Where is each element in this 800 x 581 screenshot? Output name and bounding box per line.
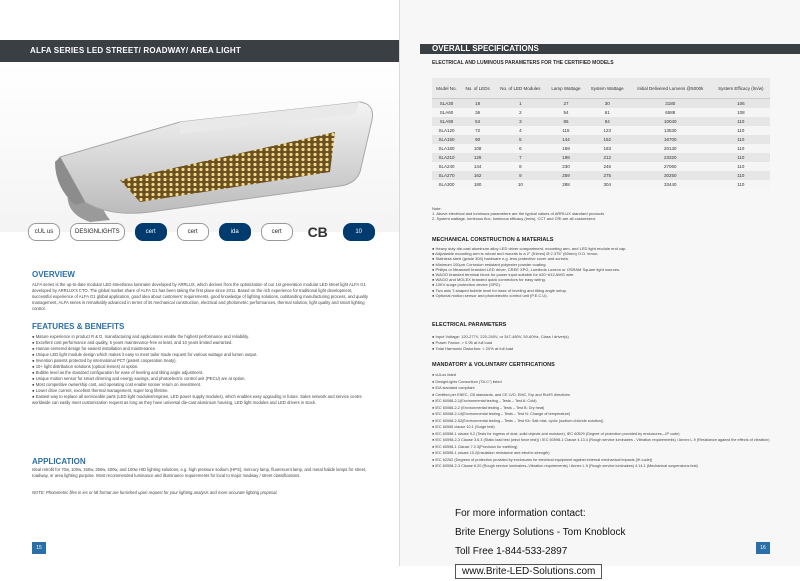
table-cell: 198 xyxy=(546,153,585,162)
list-item: ● Excellent cost performance and quality, 5 years maintenance-free at least, and 10 years limited warranted. xyxy=(32,340,233,345)
table-cell: 108 xyxy=(461,144,494,153)
table-cell: 30250 xyxy=(629,171,712,180)
table-cell: 152 xyxy=(586,135,629,144)
table-cell: 72 xyxy=(461,126,494,135)
table-cell: 275 xyxy=(586,171,629,180)
table-cell: 30 xyxy=(586,99,629,109)
table-cell: 230 xyxy=(546,162,585,171)
list-item: ● Adjustable mounting arm is robust and mounts to a 2" (51mm) Ø 2.375" (60mm) O.D. tenon. xyxy=(432,251,599,257)
table-row xyxy=(432,180,770,189)
table-cell: 27060 xyxy=(629,162,712,171)
table-cell: 33440 xyxy=(629,180,712,189)
table-cell: 169 xyxy=(546,144,585,153)
product-photo xyxy=(0,62,400,232)
table-cell: SLA120 xyxy=(432,126,461,135)
table-cell: 54 xyxy=(546,108,585,117)
list-item: ● Mature experience in product R & D, manufacturing and applications enable the highest performance and reliability. xyxy=(32,334,250,339)
product-series-title: ALFA SERIES LED STREET/ ROADWAY/ AREA LIGHT xyxy=(30,46,241,55)
table-cell: 94 xyxy=(586,117,629,126)
table-cell: 2 xyxy=(494,108,546,117)
table-cell: 86 xyxy=(546,117,585,126)
cert-logo-blue: cert xyxy=(135,223,167,241)
list-item: ● Most competitive ownership cost, and operating cost enable sooner return on investment. xyxy=(32,382,202,387)
list-item: ● Unique motion sensor for smart dimming and energy savings, and photoelectric control unit (PECU) are at option. xyxy=(32,376,246,381)
column-header: No. of LED Modules xyxy=(494,78,546,99)
table-row xyxy=(432,162,770,171)
application-note: NOTE: Photometric files in ies or ldt format are furnished upon request for your lighting analysis and more accurate lighting proposal. xyxy=(32,490,278,495)
list-item: ● IEC 60065 clause 10.1 (Surge test) xyxy=(432,425,495,429)
list-item: ● IEC 60068-2-52(Environmental testing – Tests – Test Kb: Salt mist, cyclic (sodium chloride solution)) xyxy=(432,418,604,423)
table-cell: 36 xyxy=(461,108,494,117)
table-cell: SLA30 xyxy=(432,99,461,109)
table-row xyxy=(432,171,770,180)
electrical-title: ELECTRICAL PARAMETERS xyxy=(432,322,507,328)
table-cell: 110 xyxy=(712,180,770,189)
list-item: ● Minimum 100μm Corrosion resistant polyester powder coating. xyxy=(432,261,547,267)
table-cell: 259 xyxy=(546,171,585,180)
table-cell: 183 xyxy=(586,144,629,153)
electrical-list xyxy=(432,334,772,352)
table-cell: 13530 xyxy=(629,126,712,135)
designlights-logo: DESIGNLIGHTS xyxy=(70,223,125,241)
table-row xyxy=(432,117,770,126)
table-cell: SLA270 xyxy=(432,171,461,180)
table-cell: SLA150 xyxy=(432,135,461,144)
table-cell: 54 xyxy=(461,117,494,126)
note-line: 1. Above electrical and luminous parameters are the typical values of ARRLUX standard products xyxy=(432,211,605,216)
list-item: ● Lower drive current, excellent thermal management, super long lifetime. xyxy=(32,388,169,393)
list-item: ● IEC 60598-1 clause 9.2 (Tests for ingress of dust, solid objects and moisture), IEC 60529 (Degree of protection provided by enclosures—IP code) xyxy=(432,431,680,436)
table-cell: 110 xyxy=(712,126,770,135)
table-cell: 304 xyxy=(586,180,629,189)
list-item: ● cULus listed xyxy=(432,373,457,377)
table-cell: 110 xyxy=(712,144,770,153)
list-item: ● IEC 60598-1 clause 10.2(Insulation resistance and electric strength) xyxy=(432,451,550,455)
table-body xyxy=(432,99,770,190)
column-header: Model No. xyxy=(432,78,461,99)
table-cell: 6 xyxy=(494,144,546,153)
table-cell: 212 xyxy=(586,153,629,162)
table-cell: 115 xyxy=(546,126,585,135)
table-cell: 246 xyxy=(586,162,629,171)
note-line: Note: xyxy=(432,206,442,211)
list-item: ● Human-centered design for easiest installation and maintenance. xyxy=(32,346,157,351)
table-cell: SLA300 xyxy=(432,180,461,189)
ida-logo: ida xyxy=(219,223,251,241)
parameters-table xyxy=(432,78,770,189)
column-header: System Wattage xyxy=(586,78,629,99)
list-item: ● IEC 60598-1 Clause 7.2.3(Provision for earthing) xyxy=(432,444,518,449)
list-item: ● WAGO and MOLEX branded quick connectors for easy wiring. xyxy=(432,277,546,283)
features-list xyxy=(32,334,372,406)
list-item: ● IEC 60068-2-14(Environmental testing – Tests – Test N: Change of temperature) xyxy=(432,412,571,416)
list-item: ● IEC 60068-2-1(Environmental testing – Tests – Test A: Cold) xyxy=(432,399,537,403)
list-item: ● IEC 60598-2-3 Clause 3.6.3 (Static load test (wind force test)) / IEC 60598-1 Clause 4.13.4 (Rough service luminaires - Vibration requirements) / Annex L.9 (Resistance against the effects of vibration) xyxy=(432,438,770,442)
table-cell: 23320 xyxy=(629,153,712,162)
table-row xyxy=(432,99,770,109)
table-cell: 123 xyxy=(586,126,629,135)
table-row xyxy=(432,126,770,135)
list-item: ● Input Voltage: 120-277V, 220-240V, or 347-480V, 50-60Hz, Class I driver(s) xyxy=(432,334,569,339)
table-notes xyxy=(432,206,604,221)
table-row xyxy=(432,153,770,162)
list-item: ● WAGO branded terminal block for power input suitable for #20~#12 AWG wire. xyxy=(432,272,575,278)
table-cell: 6588 xyxy=(629,108,712,117)
table-title: ELECTRICAL AND LUMINOUS PARAMETERS FOR THE CERTIFIED MODELS xyxy=(432,60,614,66)
column-header: Initial Delivered Lumens @5000k xyxy=(629,78,712,99)
list-item: ● Philips or Meanwell branded LED driver, CREE XPG, Lumileds Luxeon or OSRAM Square light sources. xyxy=(432,266,621,272)
table-cell: 110 xyxy=(712,171,770,180)
table-row xyxy=(432,144,770,153)
website-link[interactable]: www.Brite-LED-Solutions.com xyxy=(455,564,602,579)
column-header: System Efficacy (lm/w) xyxy=(712,78,770,99)
table-cell: SLA240 xyxy=(432,162,461,171)
left-page xyxy=(0,0,400,566)
contact-heading: For more information contact: xyxy=(455,508,586,519)
table-cell: 126 xyxy=(461,153,494,162)
table-cell: 110 xyxy=(712,135,770,144)
table-cell: SLA210 xyxy=(432,153,461,162)
list-item: ● Bubble level as the standard configuration for ease of leveling and tilting angle adjustment. xyxy=(32,370,204,375)
table-cell: 110 xyxy=(712,153,770,162)
list-item: ● IEC 60598-2-3 Clause 6.20 (Rough service luminaires–Vibration requirements) / Annex L.9 (Rough service luminaires) 4.14.1 (Mechanical suspensions test) xyxy=(432,464,698,468)
table-cell: 90 xyxy=(461,135,494,144)
list-item: ● Easiest way to replace all serviceable parts (LED light modules/engines, LED power supply modules), which enables easy upgrading in future. Sales network and service centre worldwide can easily meet customization request as long as they have universal die-cast aluminium housing, LED light modules and LED drivers in stock. xyxy=(32,394,362,405)
table-cell: 144 xyxy=(546,135,585,144)
table-cell: 8 xyxy=(494,162,546,171)
table-cell: 5 xyxy=(494,135,546,144)
certification-logos xyxy=(28,222,388,242)
table-cell: SLA90 xyxy=(432,117,461,126)
list-item: ● Power Factor: > 0.95 at full load xyxy=(432,340,493,345)
left-page-header xyxy=(0,40,400,62)
table-cell: 27 xyxy=(546,99,585,109)
list-item: ● Two axis T-shaped bubble level for ease of leveling and tilting angle setup. xyxy=(432,287,568,293)
application-text: Ideal retrofit for 70w, 100w, 150w, 250w, 400w, and 100w HID lighting solutions, e.g. high pressure sodium (HPS), mercury lamp, fluorescent lamp, and metal halide lamps for street, roadway, or area lighting purpose. Most recommended luminance and illuminance requirements for local to major roadway / street classifications. xyxy=(32,467,367,478)
list-item: ● Total Harmonic Distortion: < 20% at full load xyxy=(432,346,514,351)
mechanical-title: MECHANICAL CONSTRUCTION & MATERIALS xyxy=(432,237,554,243)
page-number-left: 15 xyxy=(32,542,46,554)
table-cell: 106 xyxy=(712,99,770,109)
table-cell: 110 xyxy=(712,117,770,126)
table-row xyxy=(432,108,770,117)
list-item: ● Optional motion sensor and photoelectric control unit (P.E.C.U). xyxy=(432,292,548,298)
table-cell: 108 xyxy=(712,108,770,117)
list-item: ● Stainless steel (grade 304) hardware e.g. lens protective cover and screws. xyxy=(432,256,569,262)
list-item: ● 10+ light distribution solutions (optical lenses) at option. xyxy=(32,364,139,369)
overview-title: OVERVIEW xyxy=(32,270,75,279)
table-cell: 1 xyxy=(494,99,546,109)
column-header: No. of LEDs xyxy=(461,78,494,99)
page-number-right: 16 xyxy=(756,542,770,554)
cert-logo-round: cert xyxy=(177,223,209,241)
list-item: ● Heavy duty die-cast aluminum alloy LED driver compartment, mounting arm, and LED light module end cap. xyxy=(432,246,627,251)
column-header: Lamp Wattage xyxy=(546,78,585,99)
note-line: 2. System wattage, luminous flux, luminous efficacy (lm/w), CCT and CRI are all customized. xyxy=(432,216,596,221)
overview-text: ALFA series is the up-to-date modular LED street/area luminaire developed by ARRLUX, which derives from the optimization of our 1st generation modular LED street light ALFA G1 developed by ARRLUX's CTO. The global market share of ALFA G1 has been taking the first place since 2011. Based on the rich experience for traditional light development, successful experience of ALFA G1 global application, good idea about customers' requirements, good knowledge of lighting solutions, outstanding manufacturing process, and quality management, ALFA series is remarkably advanced in terms of its mechanical construction, electrical and photometric performances, thermal solution, light quality and smart lighting control. xyxy=(32,282,369,311)
table-cell: 180 xyxy=(461,180,494,189)
contact-phone: Toll Free 1-844-533-2897 xyxy=(455,546,568,557)
list-item: ● IEC 60068-2-2 (Environmental testing – Tests – Test B: Dry heat) xyxy=(432,405,545,410)
table-cell: 61 xyxy=(586,108,629,117)
table-row xyxy=(432,135,770,144)
table-cell: 144 xyxy=(461,162,494,171)
list-item: ● DesignLights Consortium ("DLC") listed xyxy=(432,379,502,384)
warranty-10-logo: 10 xyxy=(343,223,375,241)
certifications-list xyxy=(432,372,777,470)
table-cell: 110 xyxy=(712,162,770,171)
cul-logo: cUL us xyxy=(28,223,60,241)
list-item: ● IEC 62262 (Degrees of protection provided by enclosures for electrical equipment against external mechanical impacts (IK code)) xyxy=(432,457,653,462)
table-cell: 288 xyxy=(546,180,585,189)
table-cell: 10040 xyxy=(629,117,712,126)
cb-logo: CB xyxy=(307,224,328,240)
features-title: FEATURES & BENEFITS xyxy=(32,322,125,331)
table-cell: 4 xyxy=(494,126,546,135)
table-cell: 3 xyxy=(494,117,546,126)
table-cell: 162 xyxy=(461,171,494,180)
list-item: ● 10KV surge protection device (SPD). xyxy=(432,282,501,288)
table-cell: 9 xyxy=(494,171,546,180)
overall-specifications-title: OVERALL SPECIFICATIONS xyxy=(432,44,539,53)
street-light-image xyxy=(0,62,400,232)
list-item: ● Invention patents protected by international PCT (patent cooperation treaty). xyxy=(32,358,177,363)
list-item: ● Unique LED light module design which makes it easy to meet tailor made request for various wattage and lumen output. xyxy=(32,352,258,357)
cert-logo-ce: cert xyxy=(261,223,293,241)
list-item: ● IDA standard compliant xyxy=(432,386,475,390)
mechanical-list xyxy=(432,246,772,298)
certifications-title: MANDATORY & VOLUNTARY CERTIFICATIONS xyxy=(432,362,555,368)
list-item: ● Certified per ENEC, CB standards, and CE LVD, EMC, Erp and RoHS directives xyxy=(432,392,570,397)
application-title: APPLICATION xyxy=(32,457,86,466)
table-cell: 10 xyxy=(494,180,546,189)
table-cell: SLA60 xyxy=(432,108,461,117)
table-cell: 7 xyxy=(494,153,546,162)
table-cell: SLA180 xyxy=(432,144,461,153)
table-cell: 16700 xyxy=(629,135,712,144)
contact-company: Brite Energy Solutions - Tom Knoblock xyxy=(455,527,626,538)
table-cell: 3180 xyxy=(629,99,712,109)
table-cell: 20130 xyxy=(629,144,712,153)
table-cell: 18 xyxy=(461,99,494,109)
contact-block xyxy=(455,504,765,581)
table-header-row xyxy=(432,78,770,99)
